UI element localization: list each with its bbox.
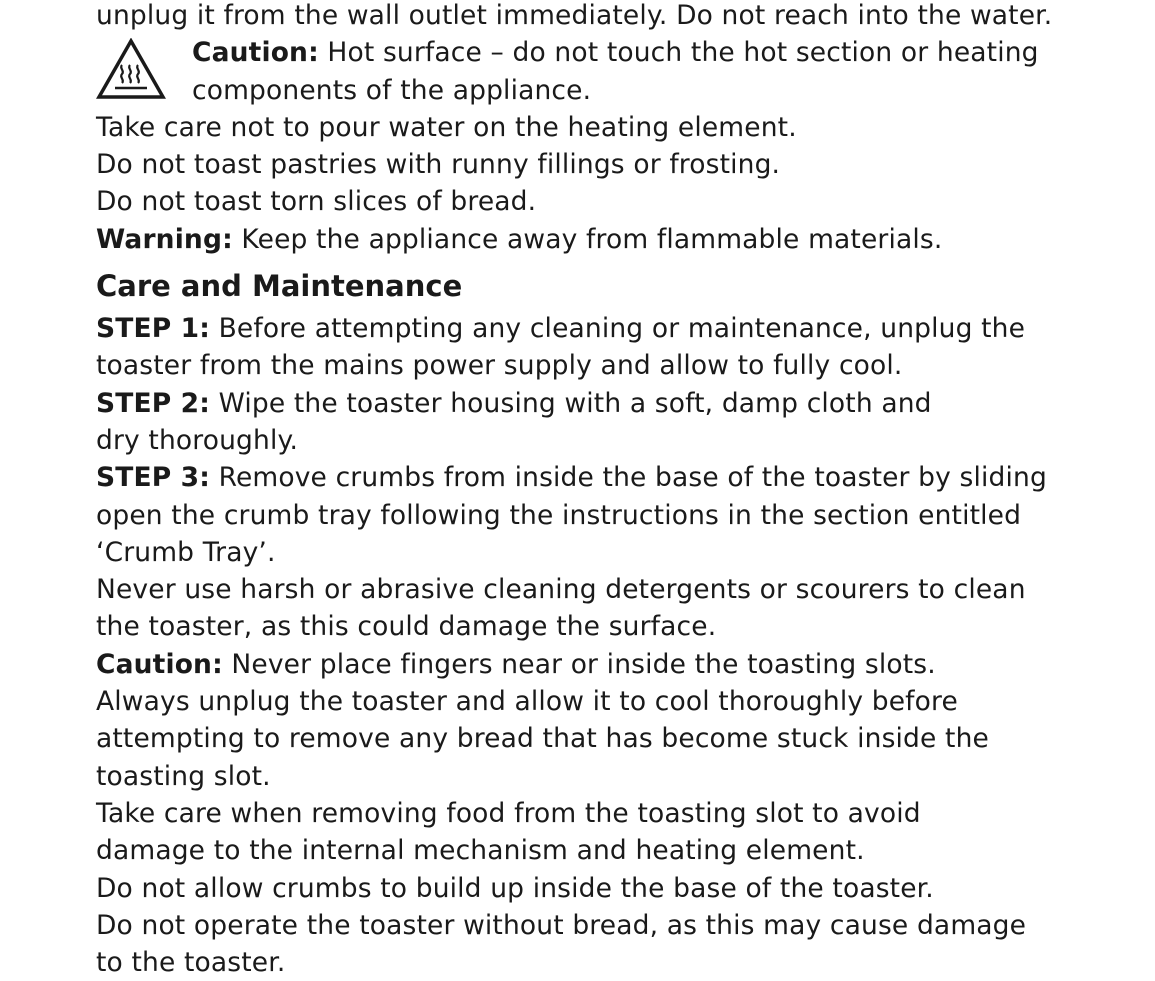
removing-food-line-1: Take care when removing food from the toasting slot to avoid: [96, 797, 921, 829]
step2-label: STEP 2:: [96, 387, 210, 419]
abrasive-line-2: the toaster, as this could damage the surface.: [96, 611, 717, 643]
without-bread-line-1: Do not operate the toaster without bread, as this may cause damage: [96, 909, 1027, 941]
hot-surface-caution: [96, 34, 1136, 109]
unplug-line-1: Always unplug the toaster and allow it to cool thoroughly before: [96, 686, 958, 718]
safety-line-water: Take care not to pour water on the heating element.: [96, 111, 797, 143]
step3-line-2: open the crumb tray following the instructions in the section entitled: [96, 499, 1022, 531]
hot-surface-line-2: components of the appliance.: [192, 74, 592, 106]
caution-label: Caution:: [192, 37, 319, 69]
caution-fingers-line: Caution: Never place fingers near or inside the toasting slots.: [96, 648, 936, 680]
warning-line: Warning: Keep the appliance away from flammable materials.: [96, 223, 943, 255]
step1-line-1: STEP 1: Before attempting any cleaning or maintenance, unplug the: [96, 313, 1026, 345]
step3-label: STEP 3:: [96, 462, 210, 494]
safety-line-torn-bread: Do not toast torn slices of bread.: [96, 186, 537, 218]
warning-label: Warning:: [96, 223, 233, 255]
unplug-line-2: attempting to remove any bread that has become stuck inside the: [96, 723, 989, 755]
step1-line-2: toaster from the mains power supply and allow to fully cool.: [96, 350, 903, 382]
caution-fingers-label: Caution:: [96, 648, 223, 680]
safety-line-pastries: Do not toast pastries with runny fillings or frosting.: [96, 149, 781, 181]
hot-surface-warning-icon: [96, 38, 166, 100]
step3-line-3: ‘Crumb Tray’.: [96, 536, 276, 568]
without-bread-line-2: to the toaster.: [96, 947, 286, 979]
abrasive-line-1: Never use harsh or abrasive cleaning detergents or scourers to clean: [96, 574, 1026, 606]
step1-label: STEP 1:: [96, 313, 210, 345]
safety-intro-line: unplug it from the wall outlet immediately. Do not reach into the water.: [96, 0, 1053, 31]
care-maintenance-heading: Care and Maintenance: [96, 269, 463, 304]
step2-line-1: STEP 2: Wipe the toaster housing with a soft, damp cloth and: [96, 387, 932, 419]
hot-surface-line-1: Caution: Hot surface – do not touch the hot section or heating: [192, 37, 1039, 69]
manual-page: [96, 0, 1136, 981]
step3-line-1: STEP 3: Remove crumbs from inside the base of the toaster by sliding: [96, 462, 1047, 494]
crumbs-line: Do not allow crumbs to build up inside the base of the toaster.: [96, 872, 934, 904]
removing-food-line-2: damage to the internal mechanism and heating element.: [96, 835, 865, 867]
step2-line-2: dry thoroughly.: [96, 424, 299, 456]
unplug-line-3: toasting slot.: [96, 760, 271, 792]
